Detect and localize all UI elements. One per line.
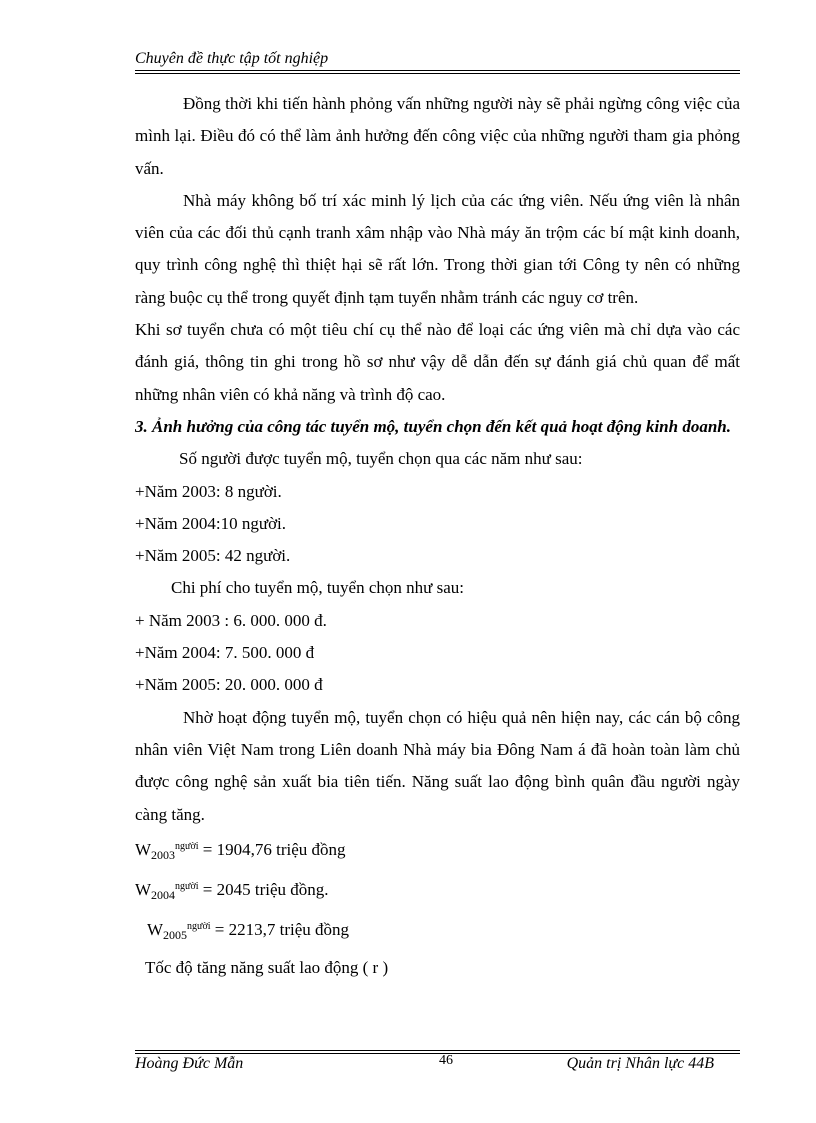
formula-superscript: người (187, 921, 211, 933)
cost-item: +Năm 2004: 7. 500. 000 đ (135, 643, 315, 663)
formula-subscript: 2003 (151, 847, 176, 862)
header-title: Chuyên đề thực tập tốt nghiệp (135, 50, 329, 67)
formula-value: = 2213,7 triệu đồng (210, 920, 350, 940)
recruit-item: +Năm 2003: 8 người. (135, 481, 282, 501)
formula-superscript: người (175, 840, 199, 852)
formula-value: = 2045 triệu đồng. (198, 880, 329, 900)
recruit-item: +Năm 2005: 42 người. (135, 546, 291, 566)
formula-subscript: 2004 (151, 888, 176, 903)
formula-line (135, 871, 740, 911)
header-rule-bottom (135, 73, 740, 74)
page-number: 46 (439, 1053, 453, 1068)
header-rule-top (135, 70, 740, 71)
formula-line (135, 831, 740, 871)
formula-base: W (135, 839, 152, 859)
rate-line: Tốc độ tăng năng suất lao động ( r ) (145, 957, 389, 977)
cost-item: +Năm 2005: 20. 000. 000 đ (135, 675, 323, 695)
formula-line (135, 911, 740, 951)
formula-base: W (135, 880, 152, 900)
formula-subscript: 2005 (163, 928, 188, 943)
recruit-item: +Năm 2004:10 người. (135, 513, 287, 533)
paragraph-interview-impact: Đồng thời khi tiến hành phỏng vấn những người này sẽ phải ngừng công việc của mình lại. Điều đó có thể làm ảnh hưởng đến công việc của những người tham gia phỏng vấn. (135, 94, 740, 178)
formula-value: = 1904,76 triệu đồng (198, 839, 346, 859)
paragraph-background-check: Nhà máy không bố trí xác minh lý lịch của các ứng viên. Nếu ứng viên là nhân viên của các đối thủ cạnh tranh xâm nhập vào Nhà máy ăn trộm các bí mật kinh doanh, quy trình công nghệ thì thiệt hại sẽ rất lớn. Trong thời gian tới Công ty nên có những ràng buộc cụ thể trong quyết định tạm tuyển nhằm tránh các nguy cơ trên. (135, 190, 740, 307)
formula-superscript: người (175, 881, 199, 893)
footer-rule-top (135, 1050, 740, 1051)
footer-author: Hoàng Đức Mẫn (135, 1055, 244, 1072)
section-heading: 3. Ảnh hưởng của công tác tuyển mộ, tuyển chọn đến kết quả hoạt động kinh doanh. (135, 416, 732, 436)
paragraph-productivity: Nhờ hoạt động tuyển mộ, tuyển chọn có hiệu quả nên hiện nay, các cán bộ công nhân viên Việt Nam trong Liên doanh Nhà máy bia Đông Nam á đã hoàn toàn làm chủ được công nghệ sản xuất bia tiên tiến. Năng suất lao động bình quân đầu người ngày càng tăng. (135, 707, 740, 824)
recruit-intro: Số người được tuyển mộ, tuyển chọn qua các năm như sau: (179, 449, 583, 469)
cost-item: + Năm 2003 : 6. 000. 000 đ. (135, 610, 327, 630)
footer-course: Quản trị Nhân lực 44B (566, 1055, 714, 1072)
cost-intro: Chi phí cho tuyển mộ, tuyển chọn như sau: (171, 578, 464, 598)
page-body (135, 88, 740, 984)
formula-base: W (147, 920, 164, 940)
paragraph-screening-criteria: Khi sơ tuyển chưa có một tiêu chí cụ thể nào để loại các ứng viên mà chỉ dựa vào các đánh giá, thông tin ghi trong hồ sơ như vậy dễ dẫn đến sự đánh giá chủ quan để mất những nhân viên có khả năng và trình độ cao. (135, 320, 740, 404)
